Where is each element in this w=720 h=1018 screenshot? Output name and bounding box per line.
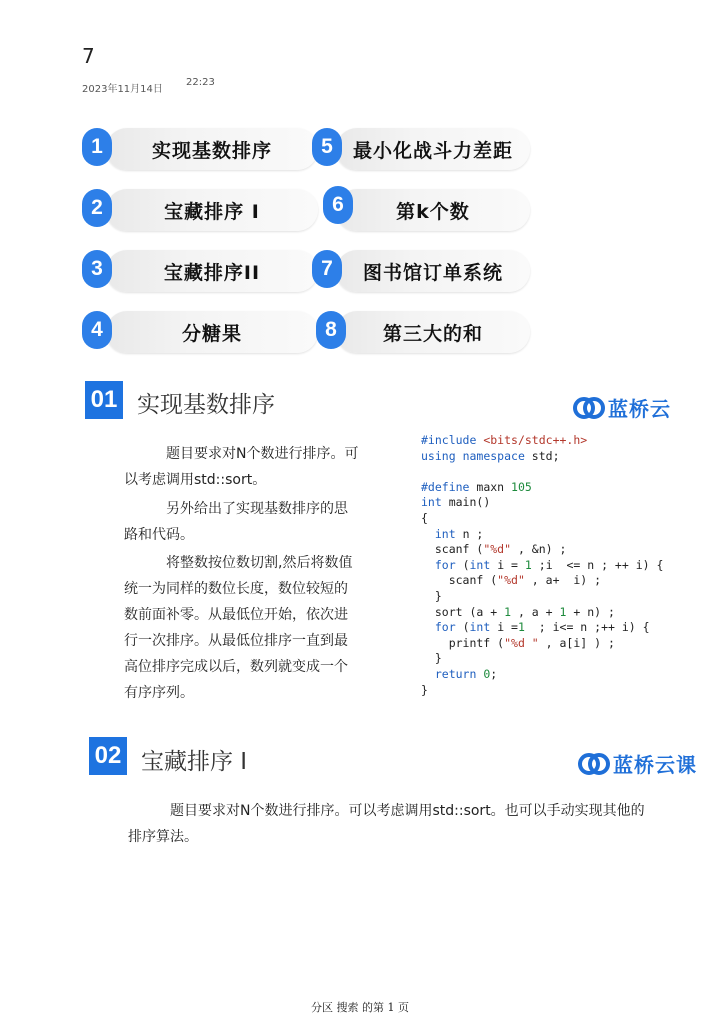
toc-item-label: 最小化战斗力差距 [336, 128, 530, 170]
toc-item-number: 1 [82, 128, 112, 166]
paragraph: 题目要求对N个数进行排序。可以考虑调用std::sort。也可以手动实现其他的 排序算法。 [128, 803, 645, 845]
section-badge: 01 [85, 381, 123, 419]
code-line: } [421, 651, 442, 666]
code-line: printf ("%d " , a[i] ) ; [421, 635, 615, 650]
toc-item-number: 7 [312, 250, 342, 288]
logo-text: 蓝桥云课 [613, 753, 697, 777]
code-line: } [421, 682, 428, 697]
code-line: #define maxn 105 [421, 479, 532, 494]
toc-item-label: 宝藏排序 I [106, 189, 318, 231]
logo-text: 蓝桥云 [608, 397, 671, 421]
toc-item-label: 第三大的和 [336, 311, 530, 353]
code-line: { [421, 510, 428, 525]
code-line: } [421, 588, 442, 603]
section-title: 实现基数排序 [137, 392, 275, 418]
toc-item-label: 宝藏排序II [106, 250, 318, 292]
toc-item-label: 图书馆订单系统 [336, 250, 530, 292]
lanqiao-logo [578, 749, 697, 778]
code-line: for (int i = 1 ;i <= n ; ++ i) { [434, 557, 664, 572]
date-stamp: 2023年11月14日 [82, 84, 163, 95]
code-line: return 0; [434, 666, 498, 681]
toc-item-number: 6 [323, 186, 353, 224]
section-badge: 02 [89, 737, 127, 775]
toc-item-number: 3 [82, 250, 112, 288]
toc-item-label: 第k个数 [336, 189, 530, 231]
code-block [421, 433, 663, 698]
toc-item-number: 8 [316, 311, 346, 349]
code-line: sort (a + 1 , a + 1 + n) ; [421, 604, 615, 619]
logo-mark-icon [573, 397, 605, 419]
toc-item-label: 分糖果 [106, 311, 318, 353]
time-stamp: 22:23 [186, 77, 215, 88]
code-line: int n ; [434, 526, 484, 541]
code-line: int main() [421, 495, 491, 510]
toc-item-number: 2 [82, 189, 112, 227]
toc-item-label: 实现基数排序 [106, 128, 318, 170]
page-number: 7 [82, 44, 95, 68]
paragraph: 将整数按位数切割,然后将数值 统一为同样的数位长度，数位较短的 数前面补零。从最低位开始，依次进 行一次排序。从最低位排序一直到最 高位排序完成以后，数列就变成一个 有序序列。 [124, 555, 353, 701]
page-footer: 分区 搜索 的第 1 页 [311, 1001, 409, 1014]
code-line: for (int i =1 ; i<= n ;++ i) { [434, 620, 650, 635]
paragraph: 另外给出了实现基数排序的思 路和代码。 [124, 501, 348, 543]
section-title: 宝藏排序 I [141, 749, 248, 775]
paragraph: 题目要求对N个数进行排序。可 以考虑调用std::sort。 [124, 446, 359, 488]
code-line: scanf ("%d" , a+ i) ; [421, 573, 602, 588]
lanqiao-logo [573, 393, 671, 422]
toc-item-number: 5 [312, 128, 342, 166]
code-line: scanf ("%d" , &n) ; [421, 542, 567, 557]
logo-mark-icon [578, 753, 610, 775]
code-line: using namespace std; [421, 448, 560, 463]
code-line: #include <bits/stdc++.h> [421, 433, 588, 447]
toc-item-number: 4 [82, 311, 112, 349]
